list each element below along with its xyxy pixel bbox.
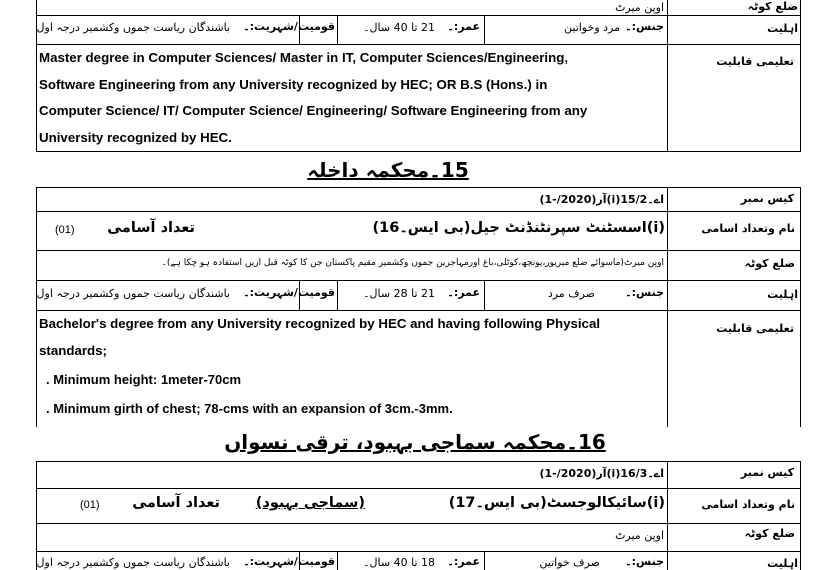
district-value: اوپن میرٹ (615, 529, 664, 542)
district-label: ضلع کوٹہ (747, 0, 798, 13)
count-value: (01) (55, 224, 75, 236)
eligibility-label: اہلیت (767, 557, 798, 570)
education-line: Bachelor's degree from any University recognized by HEC and having following Physical (39, 316, 601, 331)
count-value: (01) (80, 499, 100, 511)
gender-label: جنس:۔ (625, 20, 664, 33)
age-label: عمر:۔ (447, 286, 480, 299)
section-15-heading: 15۔محکمہ داخلہ (307, 158, 469, 182)
education-line: University recognized by HEC. (39, 129, 232, 145)
post-value: (i)اسسٹنٹ سپرنٹنڈنٹ جیل(بی ایس۔16) (372, 220, 665, 236)
district-label: ضلع کوٹہ (744, 257, 795, 270)
education-line: Software Engineering from any University recognized by HEC; OR B.S (Hons.) in (39, 76, 548, 92)
age-label: عمر:۔ (447, 20, 480, 33)
education-label: تعلیمی قابلیت (716, 322, 794, 335)
domicile-value: باشندگان ریاست جموں وکشمیر درجہ اول (36, 21, 230, 34)
education-line: Computer Science/ IT/ Computer Science/ Engineering/ Software Engineering from any (39, 103, 588, 118)
count-label: تعداد آسامی (107, 220, 195, 236)
gender-label: جنس:۔ (625, 555, 664, 568)
eligibility-label: اہلیت (767, 288, 798, 301)
domicile-label: قومیت/شہریت:۔ (243, 286, 335, 299)
post-value: (i)سائیکالوجسٹ(بی ایس۔17) (448, 495, 665, 511)
age-value: 18 تا 40 سال۔ (363, 556, 435, 569)
domicile-label: قومیت/شہریت:۔ (243, 20, 335, 33)
age-value: 21 تا 28 سال۔ (363, 287, 435, 300)
domicile-label: قومیت/شہریت:۔ (243, 555, 335, 568)
education-line: Master degree in Computer Sciences/ Master in IT, Computer Sciences/Engineering, (39, 50, 569, 65)
education-text (39, 45, 665, 151)
gender-value: صرف مرد (547, 287, 595, 300)
case-value: اے۔15/2(i)آر(2020/-1) (539, 193, 664, 206)
section-16-heading: 16۔محکمہ سماجی بہبود، ترقی نسواں (224, 430, 606, 454)
education-text (39, 311, 665, 364)
gender-label: جنس:۔ (625, 286, 664, 299)
gender-value: صرف خواتین (539, 556, 600, 569)
post-department: (سماجی بہبود) (255, 495, 365, 511)
eligibility-label: اہلیت (767, 22, 798, 35)
post-label: نام وتعداد اسامی (701, 222, 795, 235)
domicile-value: باشندگان ریاست جموں وکشمیر درجہ اول (36, 556, 230, 569)
case-label: کیس نمبر (740, 466, 794, 479)
case-value: اے۔16/3(i)آر(2020/-1) (539, 467, 664, 480)
age-label: عمر:۔ (447, 555, 480, 568)
standard-item: . Minimum girth of chest; 78-cms with an expansion of 3cm.-3mm. (46, 401, 453, 416)
district-value: اوپن میرٹ(ماسوائے ضلع میرپور،پونچھ،کوٹلی،باغ اورمہاجرین جموں وکشمیر مقیم پاکستان جن کا کوٹہ قبل ازیں استفادہ ہو چکا ہے)۔ (161, 258, 664, 268)
education-line: standards; (39, 342, 107, 358)
domicile-value: باشندگان ریاست جموں وکشمیر درجہ اول (36, 287, 230, 300)
age-value: 21 تا 40 سال۔ (363, 21, 435, 34)
district-value: اوپن میرٹ (615, 1, 664, 14)
post-label: نام وتعداد اسامی (701, 498, 795, 511)
education-label: تعلیمی قابلیت (716, 55, 794, 68)
gender-value: مرد وخواتین (564, 21, 620, 34)
count-label: تعداد آسامی (132, 495, 220, 511)
case-label: کیس نمبر (740, 192, 794, 205)
standard-item: . Minimum height: 1meter-70cm (46, 372, 242, 387)
district-label: ضلع کوٹہ (744, 527, 795, 540)
